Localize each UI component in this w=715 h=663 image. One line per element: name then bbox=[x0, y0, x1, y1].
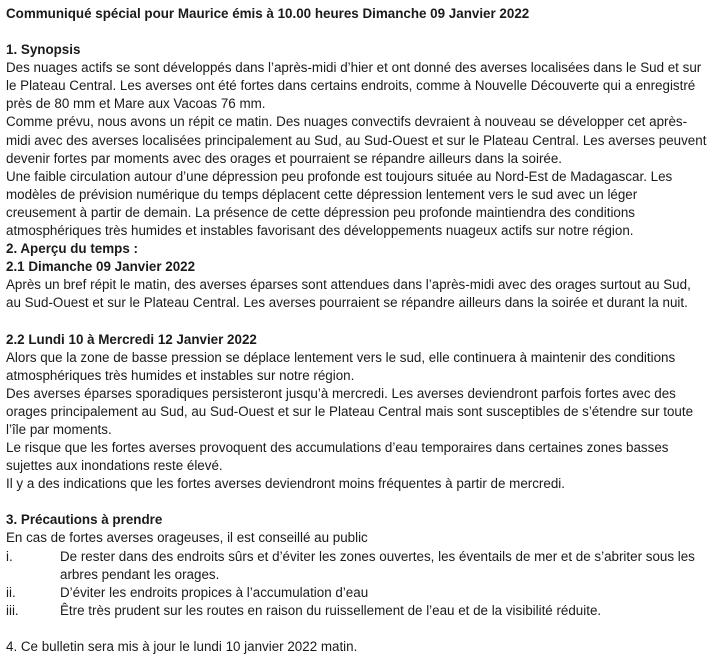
apercu-sub2-paragraph: Des averses éparses sporadiques persisteront jusqu’à mercredi. Les averses deviendront parfois fortes avec des orages principalement au Sud, au Sud-Ouest et sur le Plateau Central mais sont susceptibles de s’étendre sur toute l’île par moments. bbox=[6, 385, 694, 437]
apercu-sub1-paragraph: Après un bref répit le matin, des averses éparses sont attendues dans l’après-midi avec des orages surtout au Sud, au Sud-Ouest et sur le Plateau Central. Les averses pourraient se répandre ailleurs dans la soirée et durant la nuit. bbox=[6, 277, 691, 311]
precautions-section bbox=[6, 511, 709, 620]
precautions-intro: En cas de fortes averses orageuses, il est conseillé au public bbox=[6, 530, 368, 546]
bulletin-title: Communiqué spécial pour Maurice émis à 10.00 heures Dimanche 09 Janvier 2022 bbox=[6, 6, 530, 21]
precaution-item bbox=[6, 602, 709, 620]
precaution-text: D’éviter les endroits propices à l’accumulation d’eau bbox=[60, 584, 369, 600]
list-marker: ii. bbox=[6, 584, 16, 600]
synopsis-heading: 1. Synopsis bbox=[6, 42, 81, 58]
synopsis-paragraph: Comme prévu, nous avons un répit ce matin. Des nuages convectifs devraient à nouveau se développer cet après-midi avec des averses localisées principalement au Sud, au Sud-Ouest et sur le Plateau Central. Les averses peuvent devenir fortes par moments avec des orages et pourraient se répandre ailleurs dans la soirée. bbox=[6, 114, 707, 166]
precaution-text: De rester dans des endroits sûrs et d’éviter les zones ouvertes, les éventails de mer et de s’abriter sous les arbres pendant les orages. bbox=[60, 548, 695, 582]
synopsis-paragraph: Des nuages actifs se sont développés dans l’après-midi d’hier et ont donné des averses localisées dans le Sud et sur le Plateau Central. Les averses ont été fortes dans certains endroits, comme à Nouvelle Découverte qui a enregistré près de 80 mm et Mare aux Vacoas 76 mm. bbox=[6, 60, 702, 112]
precaution-text: Être très prudent sur les routes en raison du ruissellement de l’eau et de la visibilité réduite. bbox=[60, 602, 602, 618]
list-marker: iii. bbox=[6, 602, 19, 618]
apercu-section bbox=[6, 240, 709, 493]
spacer bbox=[6, 493, 709, 511]
apercu-heading: 2. Aperçu du temps : bbox=[6, 241, 138, 257]
synopsis-section bbox=[6, 41, 709, 240]
apercu-sub2-heading: 2.2 Lundi 10 à Mercredi 12 Janvier 2022 bbox=[6, 331, 257, 347]
bulletin-footer: 4. Ce bulletin sera mis à jour le lundi 10 janvier 2022 matin. bbox=[6, 638, 358, 654]
precaution-item bbox=[6, 548, 709, 584]
apercu-sub2-paragraph: Alors que la zone de basse pression se déplace lentement vers le sud, elle continuera à maintenir des conditions atmosphériques très humides et instables sur notre région. bbox=[6, 349, 676, 383]
spacer bbox=[6, 313, 709, 331]
precautions-heading: 3. Précautions à prendre bbox=[6, 512, 163, 528]
precaution-item bbox=[6, 584, 709, 602]
apercu-sub2-paragraph: Le risque que les fortes averses provoquent des accumulations d’eau temporaires dans certaines zones basses sujettes aux inondations reste élevé. bbox=[6, 440, 669, 474]
synopsis-paragraph: Une faible circulation autour d’une dépression peu profonde est toujours située au Nord-Est de Madagascar. Les modèles de prévision numérique du temps déplacent cette dépression lentement vers le sud avec un léger creusement à partir de demain. La présence de cette dépression peu profonde maintiendra des conditions atmosphériques très humides et instables favorisant des développements nuageux actifs sur notre région. bbox=[6, 168, 673, 239]
apercu-sub1-heading: 2.1 Dimanche 09 Janvier 2022 bbox=[6, 259, 196, 275]
apercu-sub2-paragraph: Il y a des indications que les fortes averses deviendront moins fréquentes à partir de mercredi. bbox=[6, 476, 565, 492]
list-marker: i. bbox=[6, 548, 13, 564]
